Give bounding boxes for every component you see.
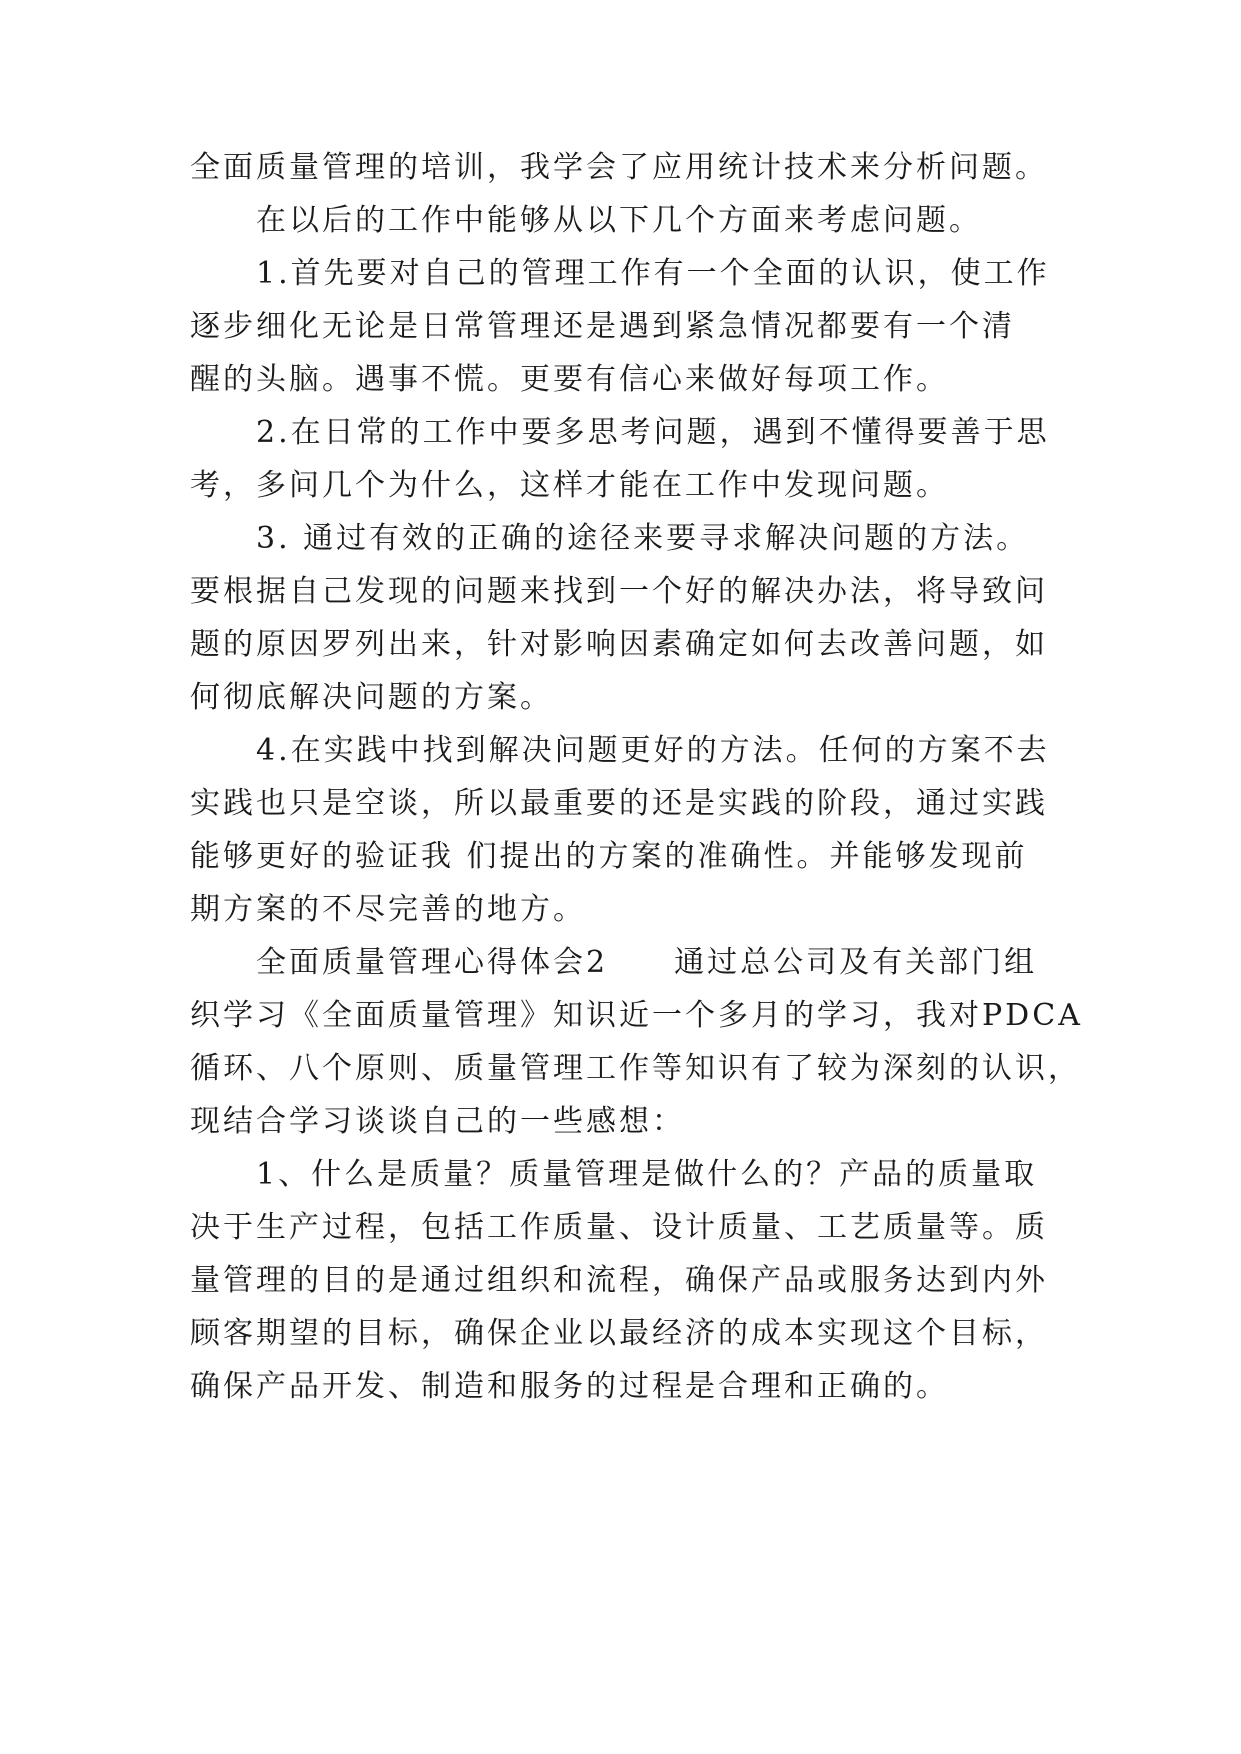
- text-line: 要根据自己发现的问题来找到一个好的解决办法，将导致问: [190, 574, 1048, 609]
- text-line: 决于生产过程，包括工作质量、设计质量、工艺质量等。质: [190, 1210, 1048, 1245]
- text-line: 1.首先要对自己的管理工作有一个全面的认识，使工作: [256, 256, 1050, 291]
- text-line: 醒的头脑。遇事不慌。更要有信心来做好每项工作。: [190, 362, 949, 397]
- text-line: 4.在实践中找到解决问题更好的方法。任何的方案不去: [256, 733, 1050, 768]
- text-line: 量管理的目的是通过组织和流程，确保产品或服务达到内外: [190, 1263, 1048, 1298]
- text-line: 何彻底解决问题的方案。: [190, 680, 553, 715]
- text-line: 实践也只是空谈，所以最重要的还是实践的阶段，通过实践: [190, 786, 1048, 821]
- text-line: 考，多问几个为什么，这样才能在工作中发现问题。: [190, 468, 949, 503]
- text-line: 1、什么是质量？质量管理是做什么的？产品的质量取: [256, 1157, 1038, 1192]
- text-line: 2.在日常的工作中要多思考问题，遇到不懂得要善于思: [256, 415, 1050, 450]
- text-line: 期方案的不尽完善的地方。: [190, 892, 586, 927]
- text-line: 现结合学习谈谈自己的一些感想：: [190, 1104, 685, 1139]
- text-line: 在以后的工作中能够从以下几个方面来考虑问题。: [256, 203, 982, 238]
- text-line: 循环、八个原则、质量管理工作等知识有了较为深刻的认识，: [190, 1051, 1081, 1086]
- text-line: 确保产品开发、制造和服务的过程是合理和正确的。: [190, 1369, 949, 1404]
- text-line: 逐步细化无论是日常管理还是遇到紧急情况都要有一个清: [190, 309, 1015, 344]
- text-line: 能够更好的验证我 们提出的方案的准确性。并能够发现前: [190, 839, 1028, 874]
- text-line: 题的原因罗列出来，针对影响因素确定如何去改善问题，如: [190, 627, 1048, 662]
- text-line: 3. 通过有效的正确的途径来要寻求解决问题的方法。: [256, 521, 1030, 556]
- text-line: 全面质量管理心得体会2 通过总公司及有关部门组: [256, 945, 1038, 980]
- text-line: 顾客期望的目标，确保企业以最经济的成本实现这个目标，: [190, 1316, 1048, 1351]
- text-line: 全面质量管理的培训，我学会了应用统计技术来分析问题。: [190, 150, 1048, 185]
- text-line: 织学习《全面质量管理》知识近一个多月的学习，我对PDCA: [190, 998, 1083, 1033]
